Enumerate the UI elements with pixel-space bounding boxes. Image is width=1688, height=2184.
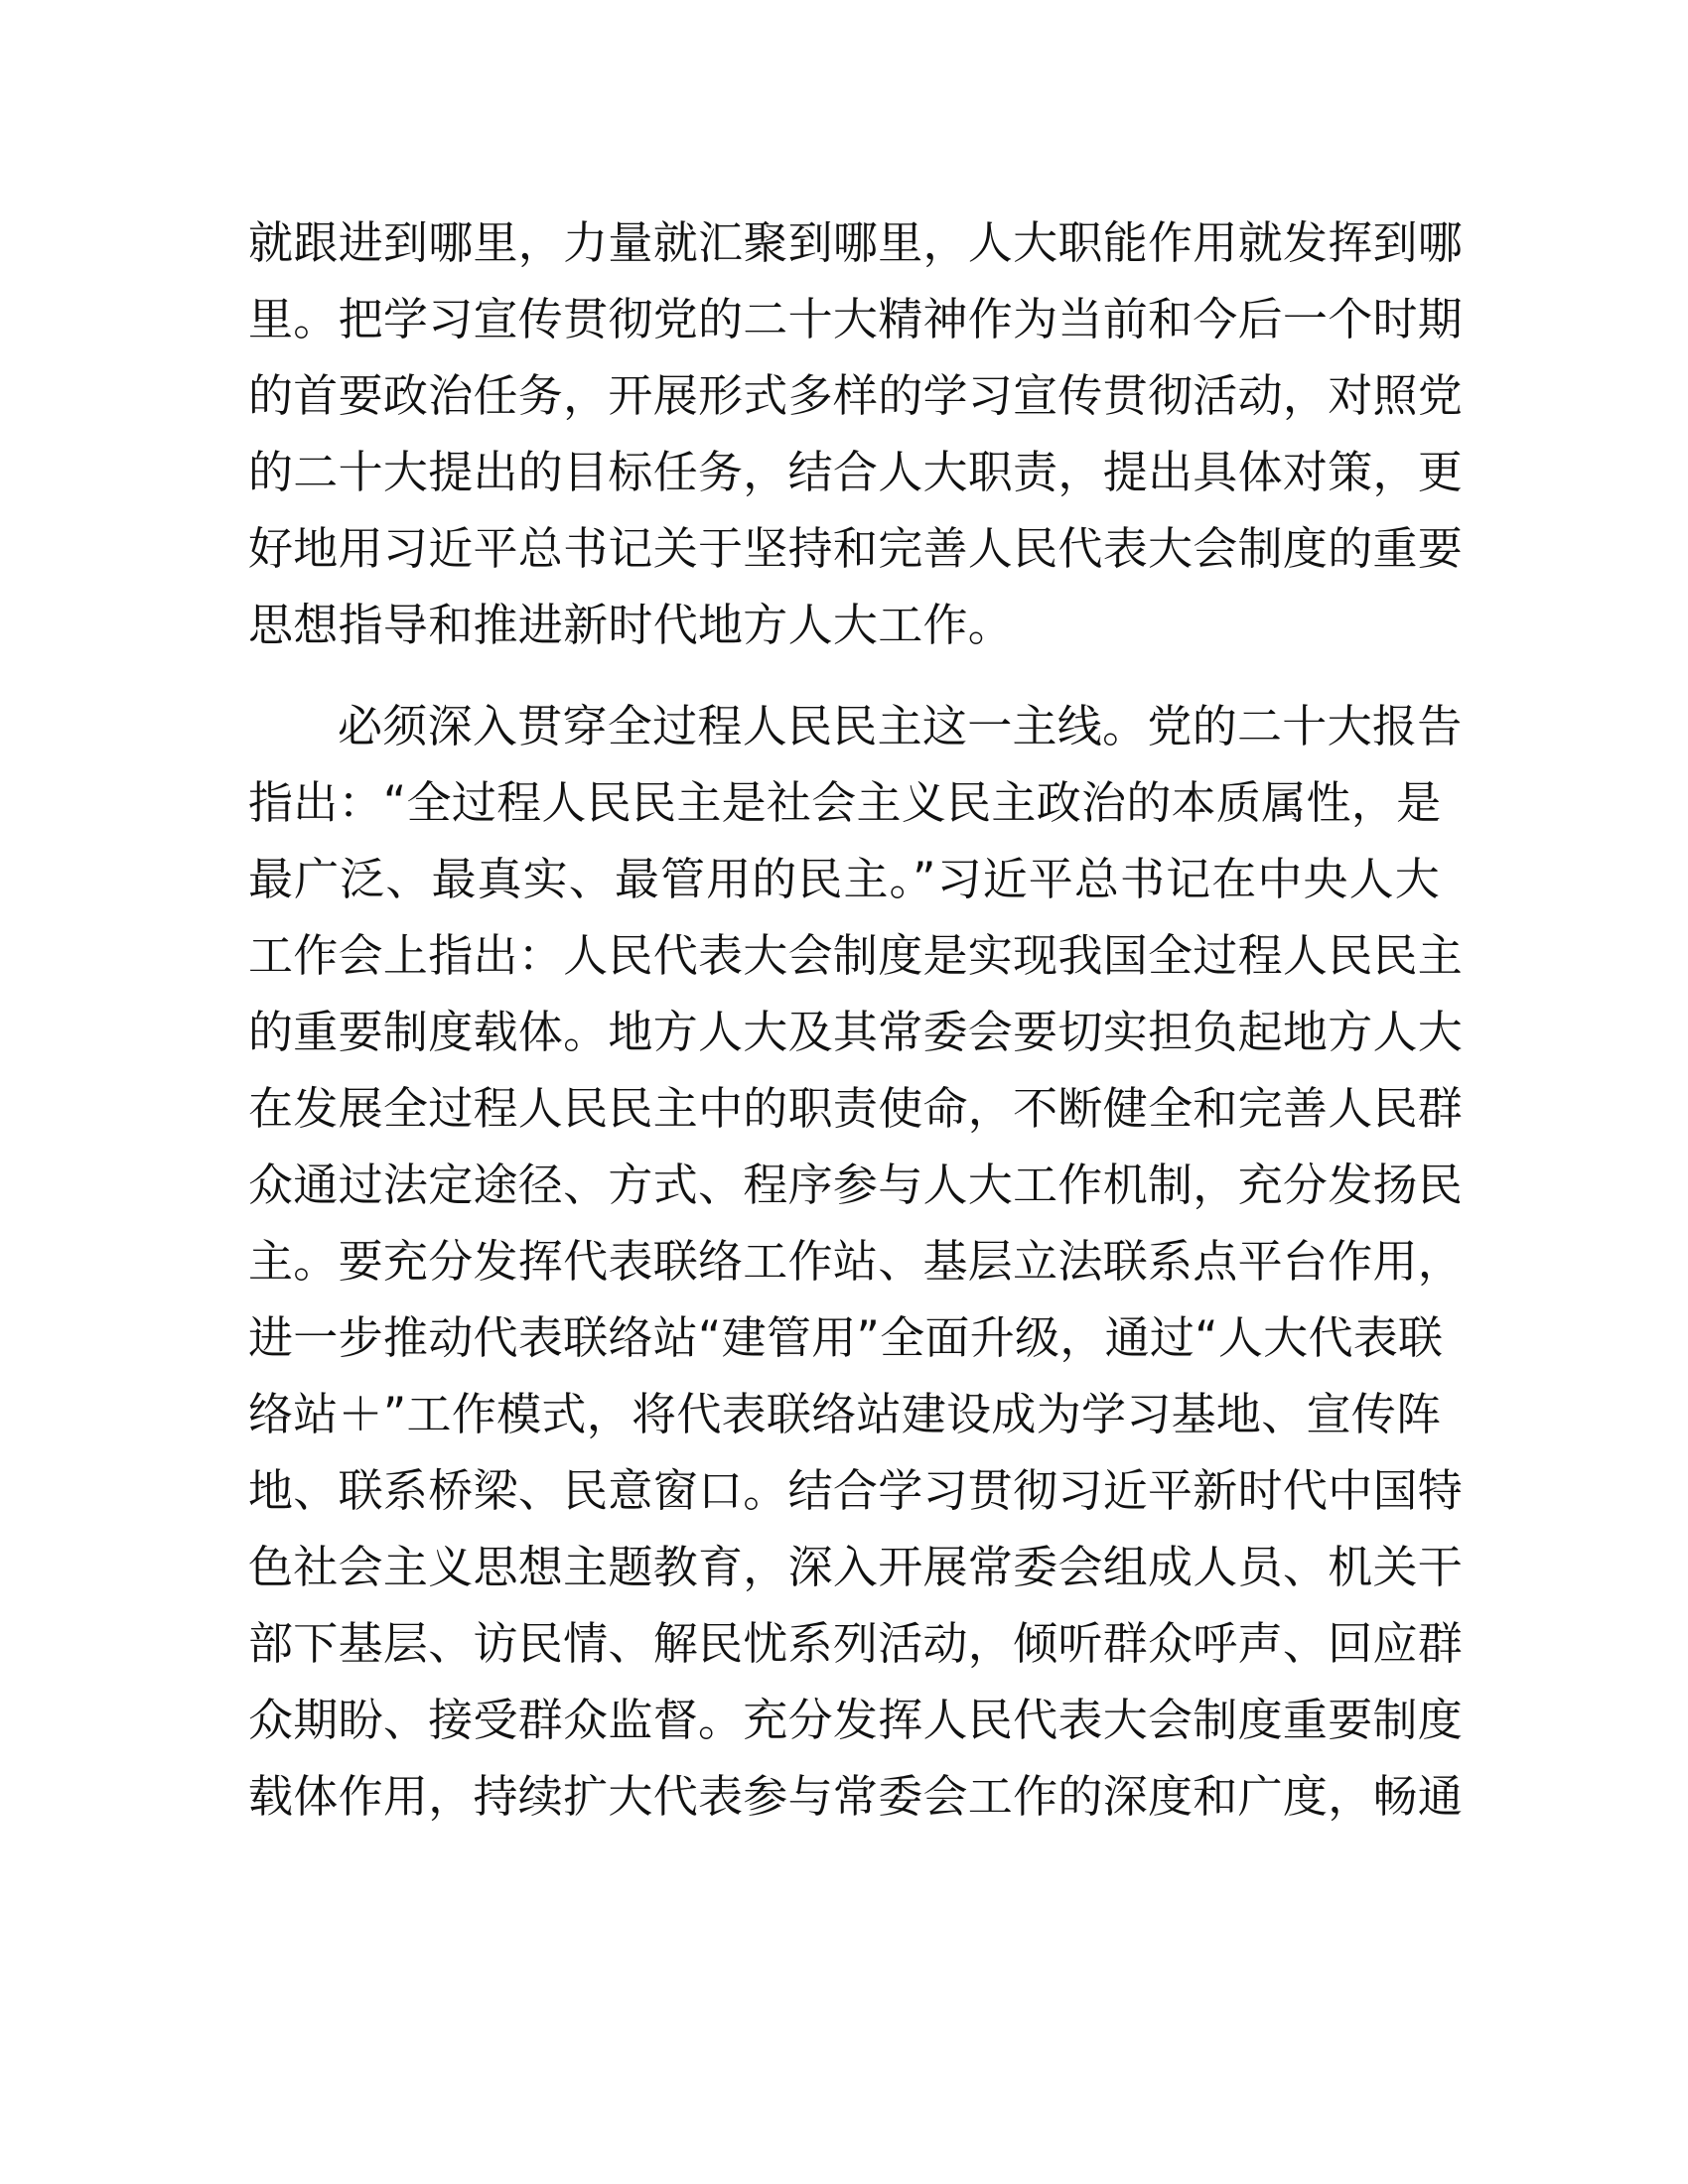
text-line: 最广泛、最真实、最管用的民主。”习近平总书记在中央人大 xyxy=(248,853,1440,905)
paragraph-2 xyxy=(248,688,1464,1835)
text-line: 指出：“全过程人民民主是社会主义民主政治的本质属性，是 xyxy=(248,776,1442,829)
text-line: 络站＋”工作模式，将代表联络站建设成为学习基地、宣传阵 xyxy=(248,1388,1442,1440)
text-line: 工作会上指出：人民代表大会制度是实现我国全过程人民民主 xyxy=(248,929,1464,982)
text-line: 进一步推动代表联络站“建管用”全面升级，通过“人大代表联 xyxy=(248,1311,1444,1364)
text-line: 的二十大提出的目标任务，结合人大职责，提出具体对策，更 xyxy=(248,446,1464,498)
text-line: 载体作用，持续扩大代表参与常委会工作的深度和广度，畅通 xyxy=(248,1770,1464,1823)
text-line: 地、联系桥梁、民意窗口。结合学习贯彻习近平新时代中国特 xyxy=(248,1464,1464,1517)
text-line: 主。要充分发挥代表联络工作站、基层立法联系点平台作用， xyxy=(248,1235,1464,1288)
text-line: 好地用习近平总书记关于坚持和完善人民代表大会制度的重要 xyxy=(248,522,1464,575)
text-line: 就跟进到哪里，力量就汇聚到哪里，人大职能作用就发挥到哪 xyxy=(248,216,1464,269)
text-line: 色社会主义思想主题教育，深入开展常委会组成人员、机关干 xyxy=(248,1541,1464,1593)
text-line: 必须深入贯穿全过程人民民主这一主线。党的二十大报告 xyxy=(338,700,1463,752)
text-line: 里。把学习宣传贯彻党的二十大精神作为当前和今后一个时期 xyxy=(248,293,1464,345)
text-line: 的重要制度载体。地方人大及其常委会要切实担负起地方人大 xyxy=(248,1006,1464,1058)
text-line: 部下基层、访民情、解民忧系列活动，倾听群众呼声、回应群 xyxy=(248,1617,1464,1670)
text-line: 在发展全过程人民民主中的职责使命，不断健全和完善人民群 xyxy=(248,1082,1464,1135)
text-line: 的首要政治任务，开展形式多样的学习宣传贯彻活动，对照党 xyxy=(248,369,1464,422)
text-line: 众通过法定途径、方式、程序参与人大工作机制，充分发扬民 xyxy=(248,1159,1464,1211)
text-line: 众期盼、接受群众监督。充分发挥人民代表大会制度重要制度 xyxy=(248,1694,1464,1746)
text-line: 思想指导和推进新时代地方人大工作。 xyxy=(248,599,1014,651)
paragraph-1 xyxy=(248,205,1464,663)
